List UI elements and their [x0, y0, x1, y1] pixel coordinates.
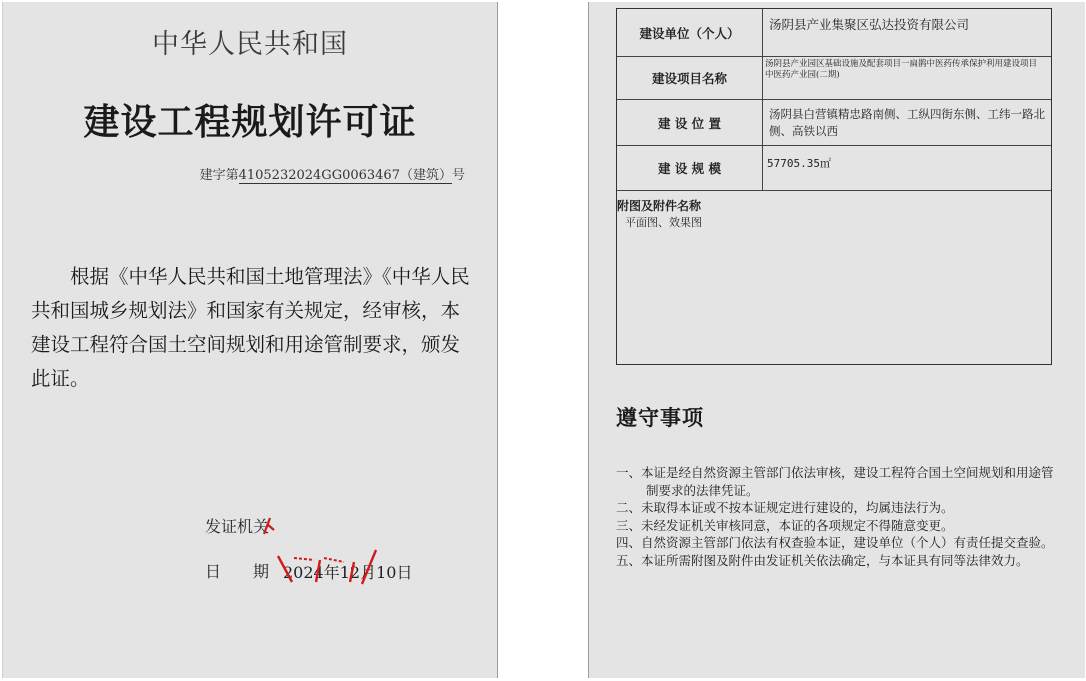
- row-label: 建 设 规 模: [617, 146, 763, 190]
- table-row-location: [617, 100, 1051, 146]
- row-value: 汤阴县产业园区基础设施及配套项目一扁鹊中医药传承保护利用建设项目中医药产业园(二期): [765, 59, 1038, 80]
- certificate-back-page: [588, 2, 1085, 678]
- certificate-number-value: 4105232024GG0063467（建筑）: [238, 168, 452, 183]
- certificate-number: [200, 164, 465, 183]
- row-label: 建 设 位 置: [617, 100, 763, 145]
- notice-item: 二、未取得本证或不按本证规定进行建设的，均属违法行为。: [616, 500, 954, 515]
- date-value: 2024年12月10日: [283, 563, 413, 582]
- attachments-label: 附图及附件名称: [617, 199, 702, 213]
- row-value: 汤阴县白营镇精忠路南侧、工纵四街东侧、工纬一路北侧、高铁以西: [769, 107, 1045, 138]
- table-row-builder: [617, 9, 1051, 57]
- certificate-number-prefix: 建字第: [199, 168, 239, 183]
- certificate-body-text: 根据《中华人民共和国土地管理法》《中华人民共和国城乡规划法》和国家有关规定，经审核，本建设工程符合国土空间规划和用途管制要求，颁发此证。: [31, 265, 470, 390]
- notice-item: 三、未经发证机关审核同意，本证的各项规定不得随意变更。: [616, 517, 954, 533]
- row-label: 建设项目名称: [617, 57, 763, 99]
- table-row-project-name: [617, 57, 1051, 100]
- red-seal-stamp-icon: [258, 510, 398, 590]
- notice-title: 遵守事项: [616, 406, 704, 430]
- row-value: 汤阴县产业集聚区弘达投资有限公司: [769, 17, 970, 32]
- certificate-title: 建设工程规划许可证: [83, 101, 417, 143]
- attachments-value: 平面图、效果图: [625, 216, 702, 229]
- nation-heading: 中华人民共和国: [152, 29, 348, 60]
- notice-item: 一、本证是经自然资源主管部门依法审核，建设工程符合国土空间规划和用途管制要求的法律凭证。: [616, 465, 1054, 498]
- row-value: 57705.35㎡: [767, 157, 831, 170]
- issuer-label: 发证机关: [205, 517, 270, 536]
- certificate-number-suffix: 号: [451, 168, 465, 183]
- notice-item: 四、自然资源主管部门依法有权查验本证，建设单位（个人）有责任提交查验。: [616, 535, 1054, 550]
- row-label: 建设单位（个人）: [617, 9, 763, 56]
- table-row-scale: [617, 146, 1051, 191]
- project-info-table: [616, 8, 1052, 365]
- notice-item: 五、本证所需附图及附件由发证机关依法确定，与本证具有同等法律效力。: [616, 552, 1029, 568]
- certificate-front-page: [2, 2, 498, 678]
- date-label: 日 期: [205, 562, 270, 581]
- notice-list: [616, 464, 1056, 569]
